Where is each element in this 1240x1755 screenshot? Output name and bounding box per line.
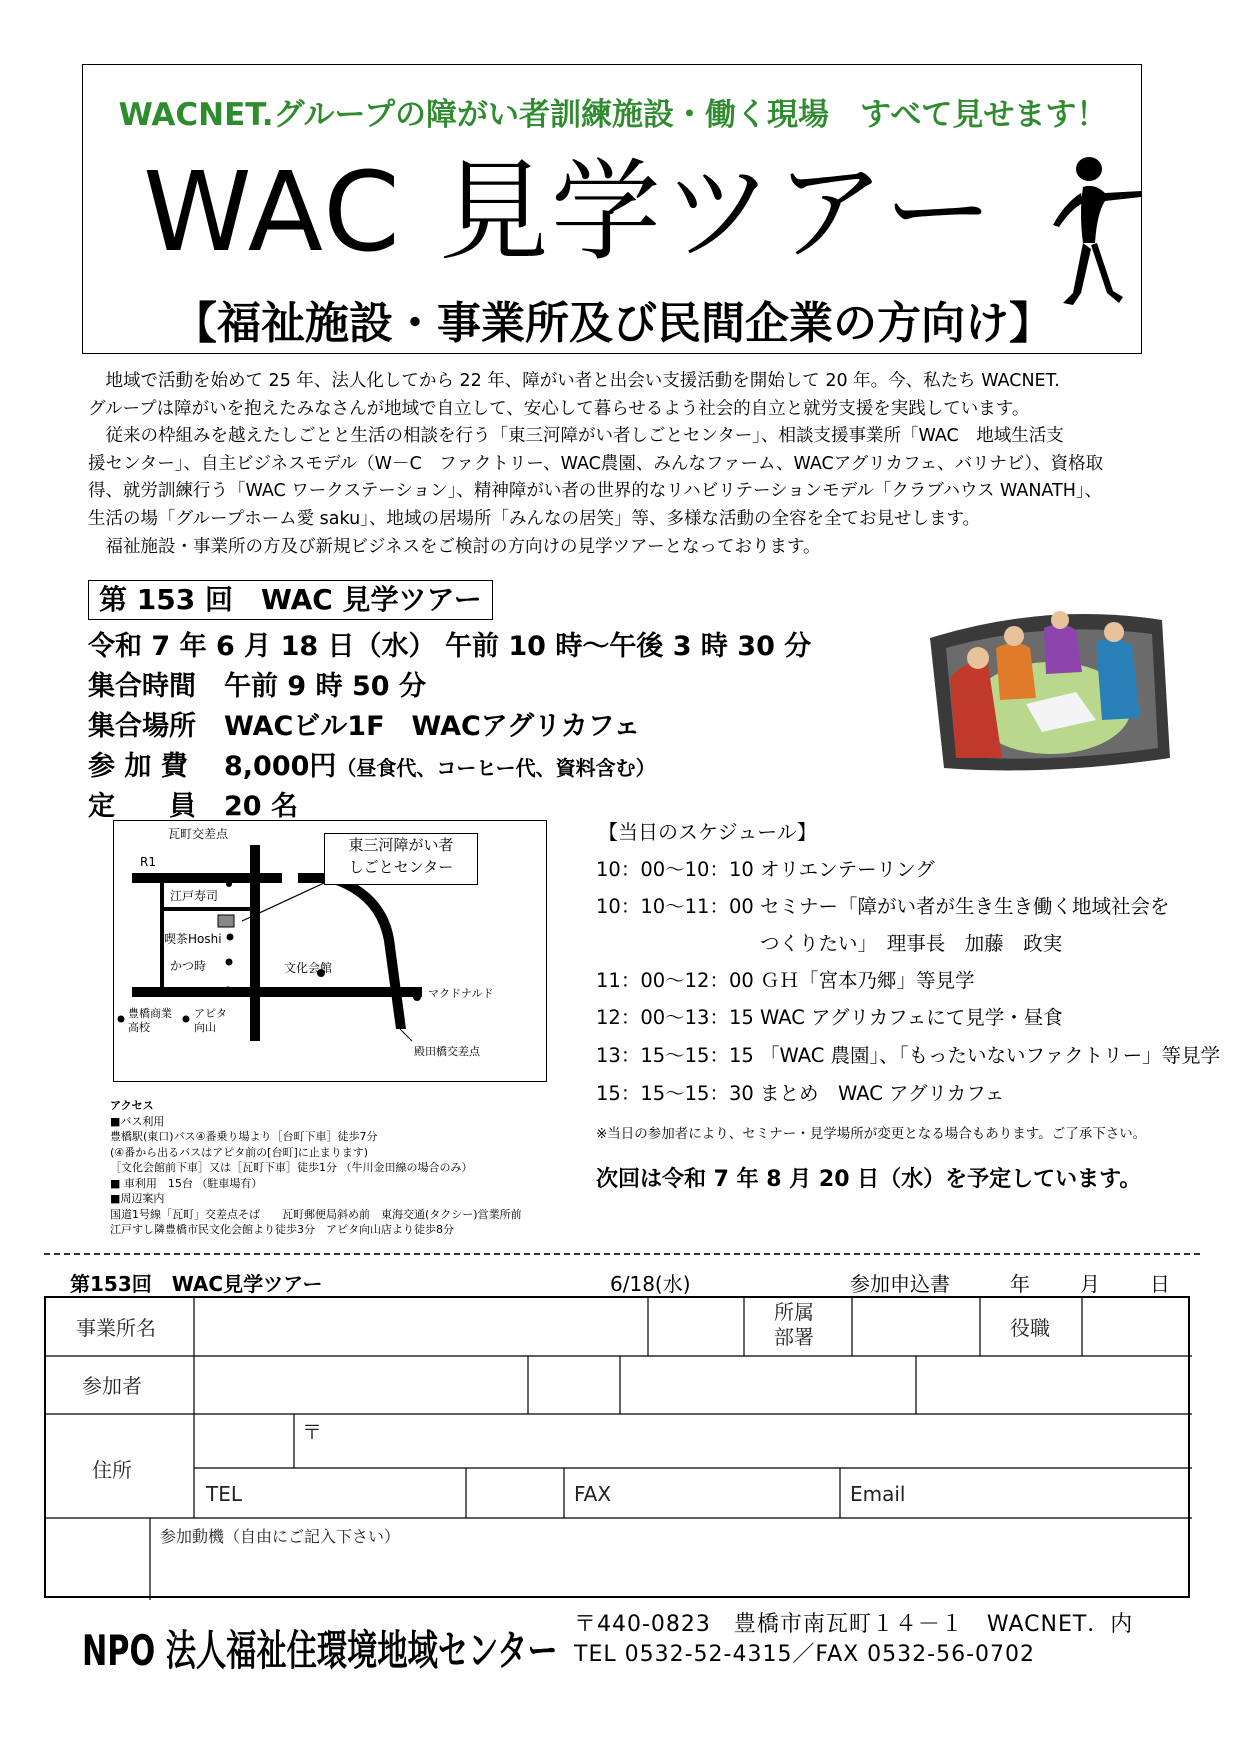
map-label-katsutoki: かつ時 — [170, 959, 207, 973]
address-label: 住所 — [92, 1458, 132, 1482]
email-field[interactable] — [916, 1469, 1190, 1517]
dept-label — [774, 1300, 814, 1350]
intro-line: 援センター」、自主ビジネスモデル（W－C ファクトリー、WAC農園、みんなファーム、WACアグリカフェ、バリナビ）、資格取 — [88, 453, 1104, 474]
map-center-box — [324, 833, 478, 885]
participant-field-1[interactable] — [195, 1357, 527, 1413]
map-label-kissa: 喫茶Hoshi — [164, 932, 222, 946]
main-title: WAC 見学ツアー — [143, 148, 996, 276]
map-label-mcd: マクドナルド — [428, 987, 494, 1000]
fee-key: 参 加 費 — [88, 751, 188, 782]
intro-line: 得、就労訓練行う「WAC ワークステーション」、精神障がい者の世界的なリハビリテーションモデル「クラブハウス WANATH」、 — [88, 481, 1103, 502]
schedule-row — [596, 891, 1170, 919]
capacity: 20 名 — [224, 791, 298, 822]
intro-line: 生活の場「グループホーム愛 saku」、地域の居場所「みんなの居笑」等、多様な活動の全容を全てお見せします。 — [88, 508, 981, 529]
schedule-row — [596, 1002, 1063, 1030]
application-form — [44, 1296, 1190, 1598]
tagline: WACNET.グループの障がい者訓練施設・働く現場 すべて見せます！ — [118, 97, 1108, 133]
schedule-text: ＧＨ「宮本乃郷」等見学 — [760, 969, 975, 992]
map-label-tonoda: 殿田橋交差点 — [414, 1045, 480, 1058]
event-label: 第 153 回 WAC 見学ツアー — [88, 580, 493, 620]
schedule-time: 10：10～11：00 — [596, 895, 754, 918]
schedule-row — [596, 965, 975, 993]
map-center-line: しごとセンター — [348, 858, 454, 876]
participant-field-2[interactable] — [621, 1357, 915, 1413]
fee: 8,000円 — [224, 751, 337, 782]
schedule-text: 「WAC 農園」、「もったいないファクトリー」等見学 — [760, 1044, 1221, 1067]
meet-place-row — [88, 704, 640, 743]
form-tour-date: 6/18(水) — [610, 1272, 691, 1296]
schedule-row — [596, 1040, 1220, 1068]
schedule-text: まとめ WAC アグリカフェ — [760, 1082, 1005, 1105]
access-line: ■バス利用 — [110, 1114, 165, 1128]
cut-line — [44, 1253, 1200, 1255]
schedule-time: 12：00～13：15 — [596, 1006, 754, 1029]
schedule-row — [596, 1078, 1004, 1106]
header-box — [82, 64, 1142, 354]
capacity-row — [88, 784, 298, 823]
postal-mark: 〒 — [302, 1420, 322, 1444]
subtitle: 【福祉施設・事業所及び民間企業の方向け】 — [173, 298, 1053, 349]
meet-time: 午前 9 時 50 分 — [224, 671, 426, 702]
intro-line: 地域で活動を始めて 25 年、法人化してから 22 年、障がい者と出会い支援活動を開始して 20 年。今、私たち WACNET. — [88, 371, 1060, 391]
map-label-line: 向山 — [194, 1021, 216, 1034]
meet-place-key: 集合場所 — [88, 711, 196, 742]
fax-label: FAX — [574, 1482, 612, 1506]
meet-time-row — [88, 664, 426, 703]
motive-label: 参加動機（自由にご記入下さい） — [160, 1527, 401, 1546]
fee-note: （昼食代、コーヒー代、資料含む） — [336, 756, 656, 780]
capacity-key: 定 員 — [88, 791, 196, 822]
tel-label: TEL — [206, 1482, 242, 1506]
schedule-note: ※当日の参加者により、セミナー・見学場所が変更となる場合もあります。ご了承下さい。 — [596, 1126, 1147, 1142]
schedule-row — [596, 854, 935, 882]
map-label-toyohashi — [128, 1007, 172, 1035]
meet-time-key: 集合時間 — [88, 671, 196, 702]
office-field[interactable] — [195, 1299, 647, 1355]
access-line: (④番から出るバスはアピタ前の[台町]に止まります) — [110, 1145, 369, 1159]
map-label-bunka: 文化会館 — [284, 961, 333, 975]
access-line: 江戸すし隣豊橋市民文化会館より徒歩3分 アピタ向山店より徒歩8分 — [110, 1223, 454, 1236]
meeting-clipart-image — [926, 608, 1176, 776]
schedule-text: つくりたい」 理事長 加藤 政実 — [760, 932, 1063, 955]
tel-field[interactable] — [246, 1469, 464, 1517]
form-tour-title: 第153回 WAC見学ツアー — [70, 1272, 323, 1296]
office-label: 事業所名 — [76, 1316, 156, 1340]
address-field[interactable] — [295, 1415, 1191, 1467]
schedule-text: オリエンテーリング — [760, 858, 935, 881]
motive-field[interactable] — [151, 1546, 1189, 1598]
org-address-line: 〒440-0823 豊橋市南瓦町１４－１ WACNET．内 — [574, 1612, 1134, 1637]
form-app-title: 参加申込書 — [850, 1272, 950, 1296]
access-line: ■ 車利用 15台 （駐車場有） — [110, 1176, 263, 1190]
map-label-apita — [194, 1007, 227, 1035]
map-label-kawaracho: 瓦町交差点 — [168, 827, 229, 841]
org-name: NPO 法人福祉住環境地域センター — [82, 1626, 558, 1675]
next-tour-note: 次回は令和 7 年 8 月 20 日（水）を予定しています。 — [596, 1167, 1142, 1192]
access-info — [110, 1098, 570, 1238]
schedule-time: 11：00～12：00 — [596, 969, 754, 992]
participant-label: 参加者 — [82, 1374, 142, 1398]
access-map — [113, 820, 547, 1082]
schedule-text: WAC アグリカフェにて見学・昼食 — [760, 1006, 1063, 1029]
fax-field[interactable] — [622, 1469, 838, 1517]
form-year-label: 年 — [1010, 1272, 1030, 1296]
schedule-text: セミナー「障がい者が生き生き働く地域社会を — [760, 895, 1170, 918]
dept-label-line: 部署 — [774, 1325, 814, 1349]
map-label-line: アピタ — [194, 1007, 227, 1020]
schedule-title: 【当日のスケジュール】 — [598, 820, 817, 844]
schedule-time: 13：15～15：15 — [596, 1044, 754, 1067]
access-line: アクセス — [110, 1099, 154, 1112]
access-line: ■周辺案内 — [110, 1192, 165, 1205]
intro-line: グループは障がいを抱えたみなさんが地域で自立して、安心して暮らせるよう社会的自立と就労支援を実践しています。 — [88, 398, 1030, 419]
map-center-line: 東三河障がい者 — [348, 836, 454, 854]
dept-label-line: 所属 — [774, 1300, 814, 1324]
map-label-r1: R1 — [140, 855, 156, 869]
access-line: ［文化会館前下車］又は［瓦町下車］徒歩1分 （牛川金田線の場合のみ） — [110, 1161, 473, 1174]
org-address — [574, 1610, 1133, 1670]
role-label: 役職 — [1010, 1316, 1050, 1340]
pointing-person-icon — [1043, 153, 1143, 343]
event-date: 令和 7 年 6 月 18 日（水） 午前 10 時～午後 3 時 30 分 — [88, 631, 812, 662]
dept-field[interactable] — [853, 1299, 979, 1355]
fee-row — [88, 744, 656, 783]
form-day-label: 日 — [1150, 1272, 1170, 1296]
access-line: 豊橋駅(東口)バス④番乗り場より［台町下車］徒歩7分 — [110, 1130, 378, 1143]
intro-line: 従来の枠組みを越えたしごとと生活の相談を行う「東三河障がい者しごとセンター」、相談支援事業所「WAC 地域生活支 — [88, 426, 1064, 447]
email-label: Email — [850, 1482, 906, 1506]
map-label-line: 豊橋商業 — [128, 1007, 172, 1020]
schedule-time: 10：00～10：10 — [596, 858, 754, 881]
meet-place: WACビル1F WACアグリカフェ — [224, 711, 641, 742]
map-label-line: 高校 — [128, 1021, 150, 1034]
org-contact-line: TEL 0532-52-4315／FAX 0532-56-0702 — [574, 1642, 1036, 1667]
map-label-edozushi: 江戸寿司 — [170, 889, 219, 903]
schedule-time: 15：15～15：30 — [596, 1082, 754, 1105]
intro-line: 福祉施設・事業所の方及び新規ビジネスをご検討の方向けの見学ツアーとなっております。 — [88, 536, 821, 557]
role-field[interactable] — [1083, 1299, 1189, 1355]
schedule-row — [596, 928, 1062, 956]
access-line: 国道1号線「瓦町」交差点そば 瓦町郵便局斜め前 東海交通(タクシー)営業所前 — [110, 1207, 522, 1221]
form-month-label: 月 — [1080, 1272, 1100, 1296]
intro-text — [88, 368, 1148, 561]
